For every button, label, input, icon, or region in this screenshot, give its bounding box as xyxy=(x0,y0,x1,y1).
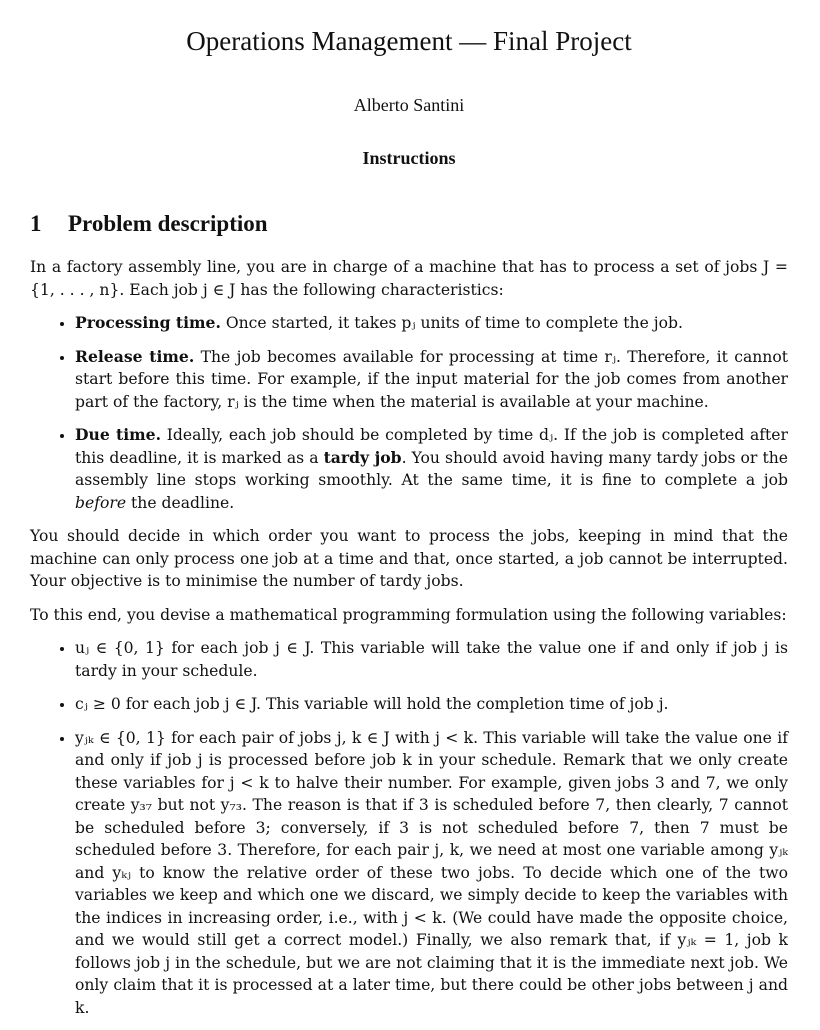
tardy-job-term: tardy job xyxy=(323,447,402,467)
document-subtitle: Instructions xyxy=(362,148,456,168)
term-processing-time: Processing time. xyxy=(75,313,221,332)
text-due-time-before: Ideally, each job should be completed by time dⱼ. If the job is completed after this deadline, it is marked as a xyxy=(75,426,788,467)
list-item-processing-time xyxy=(75,312,788,335)
text-due-time-middle: . You should avoid having many tardy jobs or the assembly line stops working smoothly. At the same time, it is fine to complete a job xyxy=(75,448,788,489)
decide-paragraph: You should decide in which order you want to process the jobs, keeping in mind that the machine can only process one job at a time and that, once started, a job cannot be interrupted. Your objective is to minimise the number of tardy jobs. xyxy=(30,527,788,590)
before-emphasis: before xyxy=(75,493,127,512)
intro-paragraph: In a factory assembly line, you are in charge of a machine that has to process a set of jobs J = {1, . . . , n}. Each job j ∈ J has the following characteristics: xyxy=(30,258,788,299)
list-item-due-time xyxy=(75,424,788,514)
term-due-time: Due time. xyxy=(75,425,161,444)
section-number: 1 xyxy=(30,211,42,236)
author-name: Alberto Santini xyxy=(353,95,465,115)
variable-c: • cⱼ ≥ 0 for each job j ∈ J. This variable will hold the completion time of job j. xyxy=(75,693,788,716)
text-processing-time: Once started, it takes pⱼ units of time to complete the job. xyxy=(220,314,683,332)
text-due-time-after: the deadline. xyxy=(126,493,235,512)
section-heading xyxy=(30,211,268,237)
section-body xyxy=(30,256,788,1030)
document-title: Operations Management — Final Project xyxy=(186,26,632,56)
formulation-intro-paragraph: To this end, you devise a mathematical programming formulation using the following variables: xyxy=(30,605,787,624)
variable-y: • yⱼₖ ∈ {0, 1} for each pair of jobs j, k ∈ J with j < k. This variable will take the value one if and only if job j is processed before job k in your schedule. Remark that we only create these variables for j < k to halve their number. For example, given jobs 3 and 7, we only create y₃₇ but not y₇₃. The reason is that if 3 is scheduled before 7, then clearly, 7 cannot be scheduled before 3; conversely, if 3 is not scheduled before 7, then 7 must be scheduled before 3. Therefore, for each pair j, k, we need at most one variable among yⱼₖ and yₖⱼ to know the relative order of these two jobs. To decide which one of the two variables we keep and which one we discard, we simply decide to keep the variables with the indices in increasing order, i.e., with j < k. (We could have made the opposite choice, and we would still get a correct model.) Finally, we also remark that, if yⱼₖ = 1, job k follows job j in the schedule, but we are not claiming that it is the immediate next job. We only claim that it is processed at a later time, but there could be other jobs between j and k. xyxy=(75,727,788,1020)
variable-u: • uⱼ ∈ {0, 1} for each job j ∈ J. This variable will take the value one if and only if job j is tardy in your schedule. xyxy=(75,637,788,682)
variables-list xyxy=(30,637,788,1019)
text-release-time: The job becomes available for processing at time rⱼ. Therefore, it cannot start before this time. For example, if the input material for the job comes from another part of the factory, rⱼ is the time when the material is available at your machine. xyxy=(75,347,789,411)
term-release-time: Release time. xyxy=(75,346,195,366)
list-item-release-time xyxy=(75,346,788,414)
characteristics-list xyxy=(30,312,788,514)
section-title: Problem description xyxy=(68,211,268,236)
